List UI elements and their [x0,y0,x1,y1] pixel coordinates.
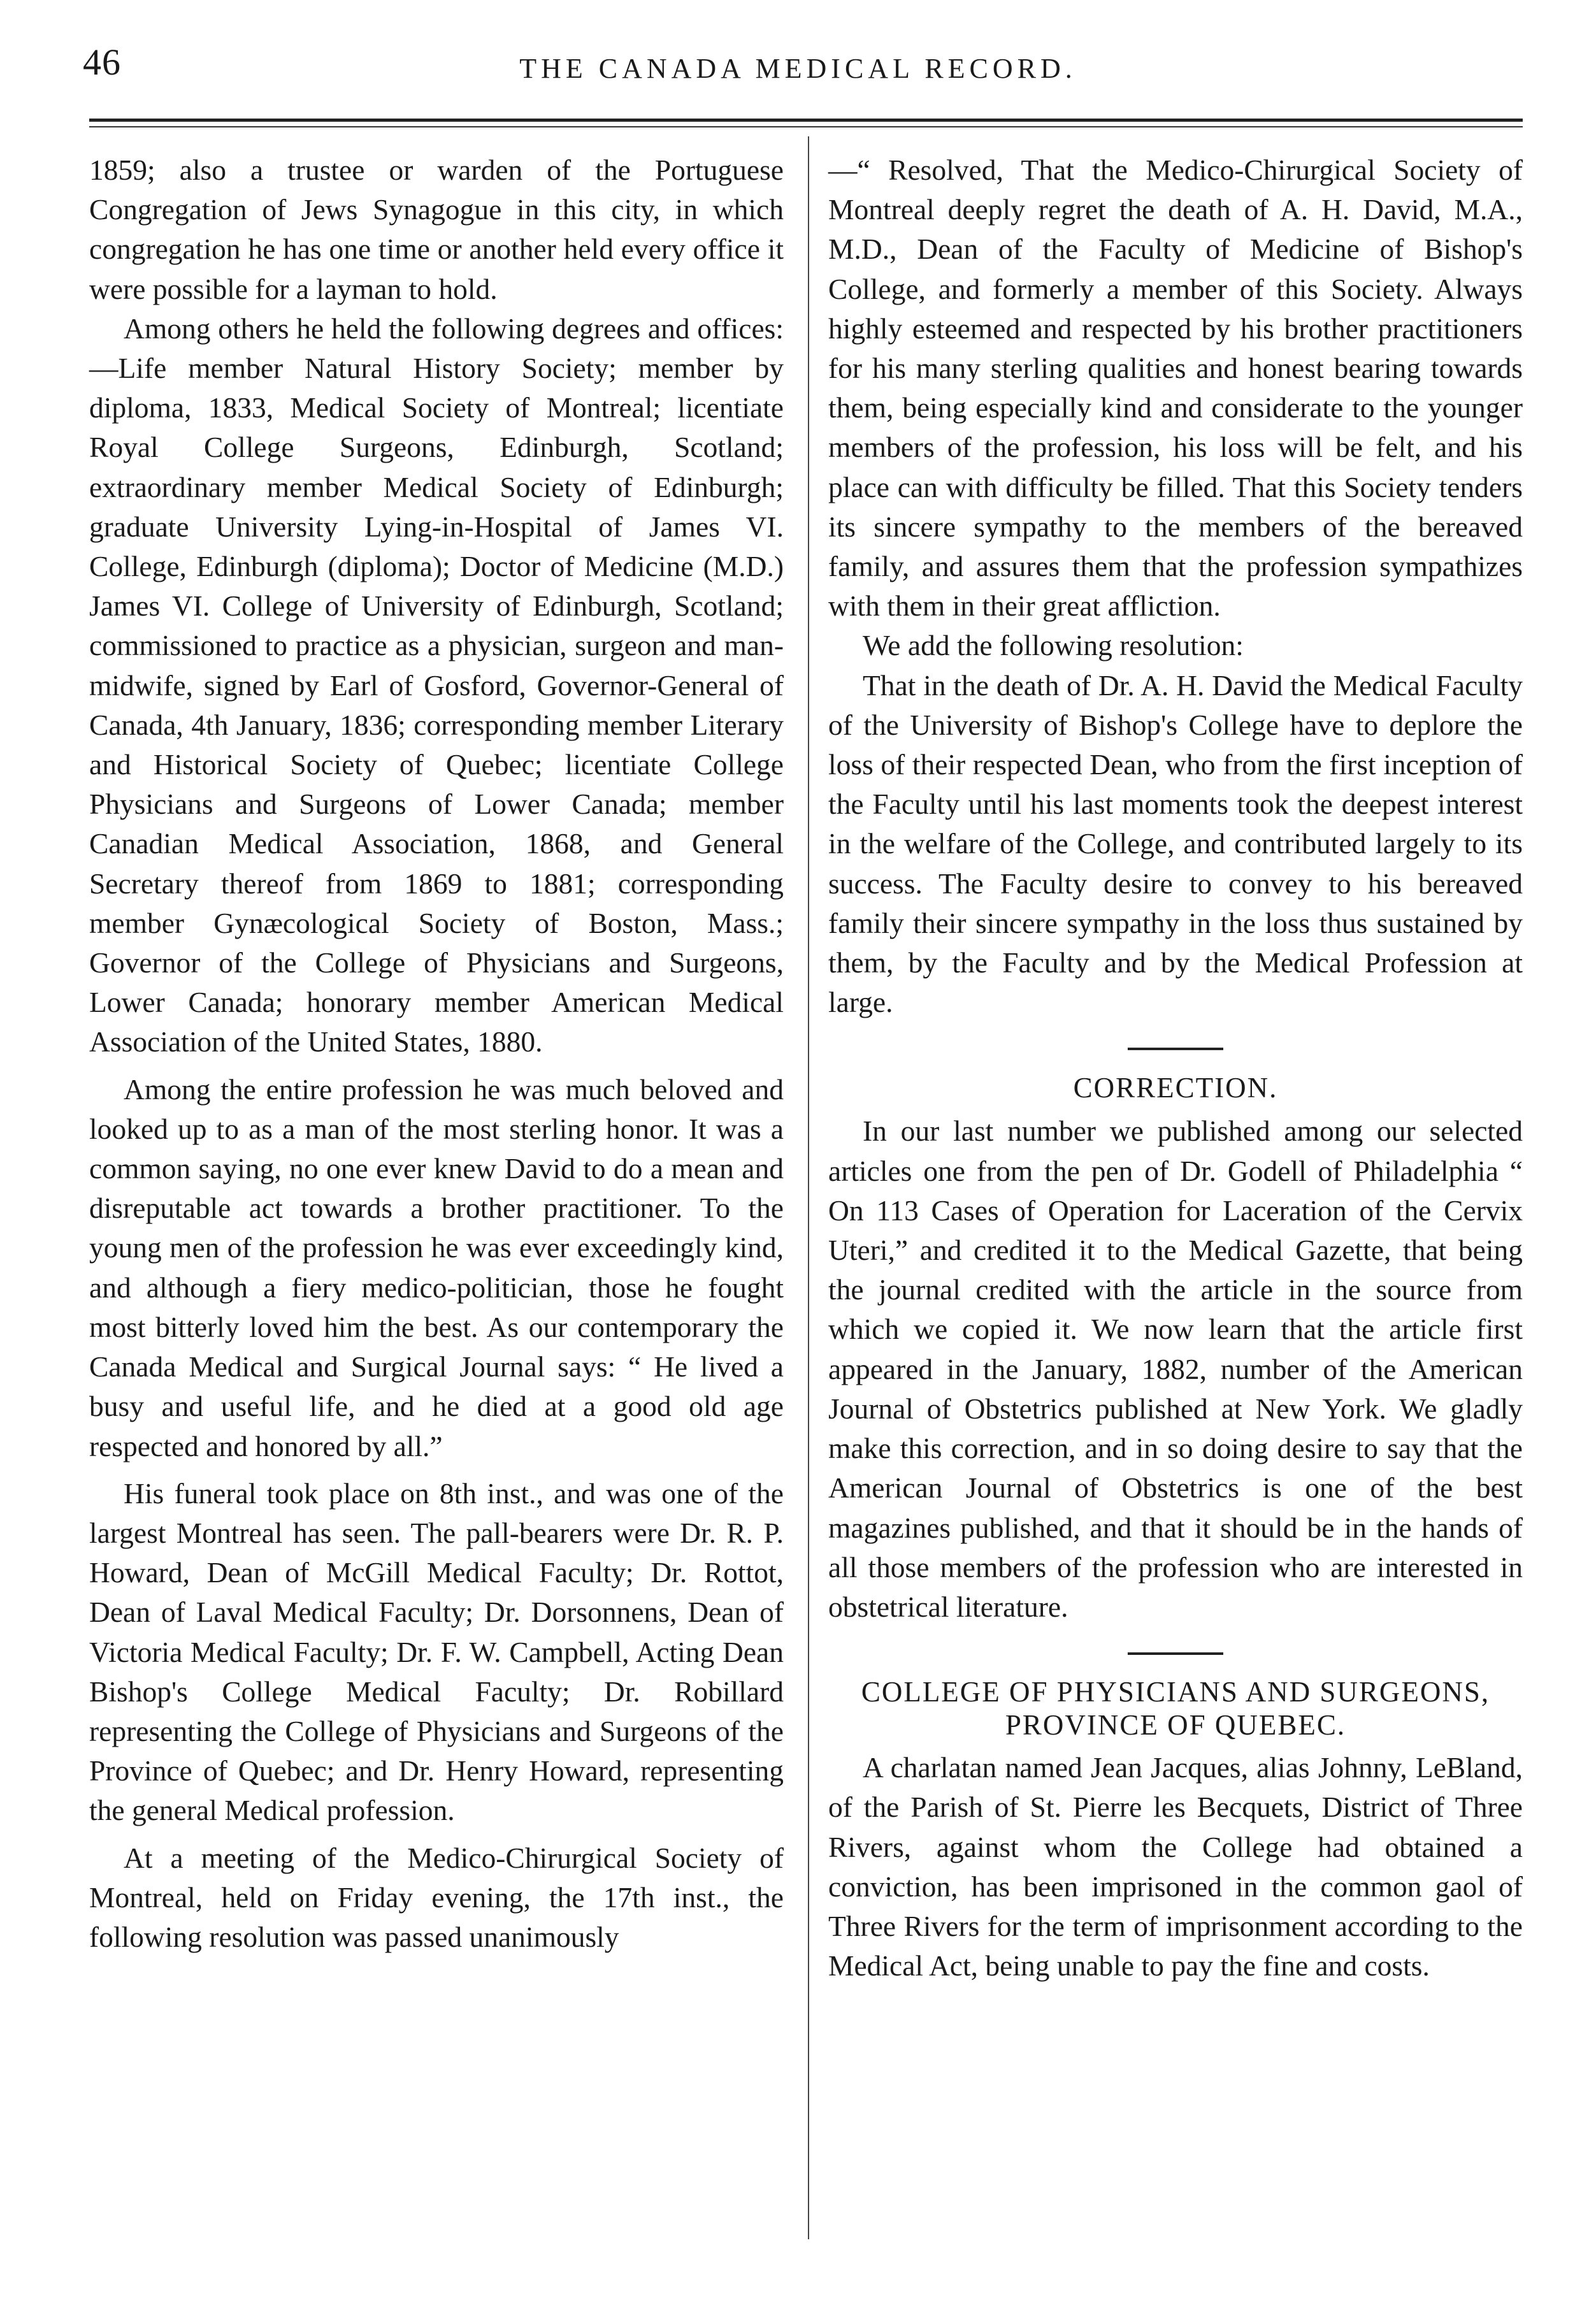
paragraph: We add the following resolution: [863,629,1244,662]
section-divider [1128,1652,1223,1655]
header-rule-thin [89,126,1523,127]
column-divider [808,136,809,2239]
paragraph: Among others he held the following degrees and offices:—Life member Natural History Society; member by diploma, 1833, Medical Society of Montreal; licentiate Royal College Surgeons, Edinburgh, Scotland; extraordinary member Medical Society of Edinburgh; graduate University Lying-in-Hospital of James VI. College, Edinburgh (diploma); Doctor of Medicine (M.D.) James VI. College of University of Edinburgh, Scotland; commissioned to practice as a physician, surgeon and man-midwife, signed by Earl of Gosford, Governor-General of Canada, 4th January, 1836; corresponding member Literary and Historical Society of Quebec; licentiate College Physicians and Surgeons of Lower Canada; member Canadian Medical Association, 1868, and General Secretary thereof from 1869 to 1881; corresponding member Gynæcological Society of Boston, Mass.; Governor of the College of Physicians and Surgeons, Lower Canada; honorary member American Medical Association of the United States, 1880. [89,312,784,1058]
correction-heading: CORRECTION. [1073,1072,1278,1104]
section-divider [1128,1048,1223,1050]
paragraph: Among the entire profession he was much beloved and looked up to as a man of the most sterling honor. It was a common saying, no one ever knew David to do a mean and disreputable act towards a brother practitioner. To the young men of the profession he was ever exceedingly kind, and although a fiery medico-politician, those he fought most bitterly loved him the best. As our contemporary the Canada Medical and Surgical Journal says: “ He lived a busy and useful life, and he died at a good old age respected and honored by all.” [89,1072,784,1462]
paragraph: At a meeting of the Medico-Chirurgical Society of Montreal, held on Friday evening, the 17th inst., the following resolution was passed unanimously [89,1841,784,1953]
page-number: 46 [83,41,121,83]
paragraph: A charlatan named Jean Jacques, alias Johnny, LeBland, of the Parish of St. Pierre les Becquets, District of Three Rivers, against whom the College had obtained a conviction, has been imprisoned in the common gaol of Three Rivers for the term of imprisonment according to the Medical Act, being unable to pay the fine and costs. [828,1751,1523,1982]
college-heading: COLLEGE OF PHYSICIANS AND SURGEONS, PROVINCE OF QUEBEC. [861,1676,1490,1742]
paragraph: That in the death of Dr. A. H. David the Medical Faculty of the University of Bishop's College have to deplore the loss of their respected Dean, who from the first inception of the Faculty until his last moments took the deepest interest in the welfare of the College, and contributed largely to its success. The Faculty desire to convey to his bereaved family their sincere sympathy in the loss thus sustained by them, by the Faculty and by the Medical Profession at large. [828,668,1523,1019]
right-column [828,150,1523,1986]
header-rule-thick [89,119,1523,122]
running-head: THE CANADA MEDICAL RECORD. [519,53,1077,84]
paragraph: His funeral took place on 8th inst., and was one of the largest Montreal has seen. The pall-bearers were Dr. R. P. Howard, Dean of McGill Medical Faculty; Dr. Rottot, Dean of Laval Medical Faculty; Dr. Dorsonnens, Dean of Victoria Medical Faculty; Dr. F. W. Campbell, Acting Dean Bishop's College Medical Faculty; Dr. Robillard representing the College of Physicians and Surgeons of the Province of Quebec; and Dr. Henry Howard, representing the general Medical profession. [89,1476,784,1827]
left-column [89,150,784,1957]
paragraph: 1859; also a trustee or warden of the Portuguese Congregation of Jews Synagogue in this city, in which congregation he has one time or another held every office it were possible for a layman to hold. [89,154,784,305]
paragraph: In our last number we published among our selected articles one from the pen of Dr. Godell of Philadelphia “ On 113 Cases of Operation for Laceration of the Cervix Uteri,” and credited it to the Medical Gazette, that being the journal credited with the article in the source from which we copied it. We now learn that the article first appeared in the January, 1882, number of the American Journal of Obstetrics published at New York. We gladly make this correction, and in so doing desire to say that the American Journal of Obstetrics is one of the best magazines published, and that it should be in the hands of all those members of the profession who are interested in obstetrical literature. [828,1115,1523,1623]
paragraph: —“ Resolved, That the Medico-Chirurgical Society of Montreal deeply regret the death of A. H. David, M.A., M.D., Dean of the Faculty of Medicine of Bishop's College, and formerly a member of this Society. Always highly esteemed and respected by his brother practitioners for his many sterling qualities and honest bearing towards them, being especially kind and considerate to the younger members of the profession, his loss will be felt, and his place can with difficulty be filled. That this Society tenders its sincere sympathy to the members of the bereaved family, and assures them that the profession sympathizes with them in their great affliction. [828,154,1523,623]
